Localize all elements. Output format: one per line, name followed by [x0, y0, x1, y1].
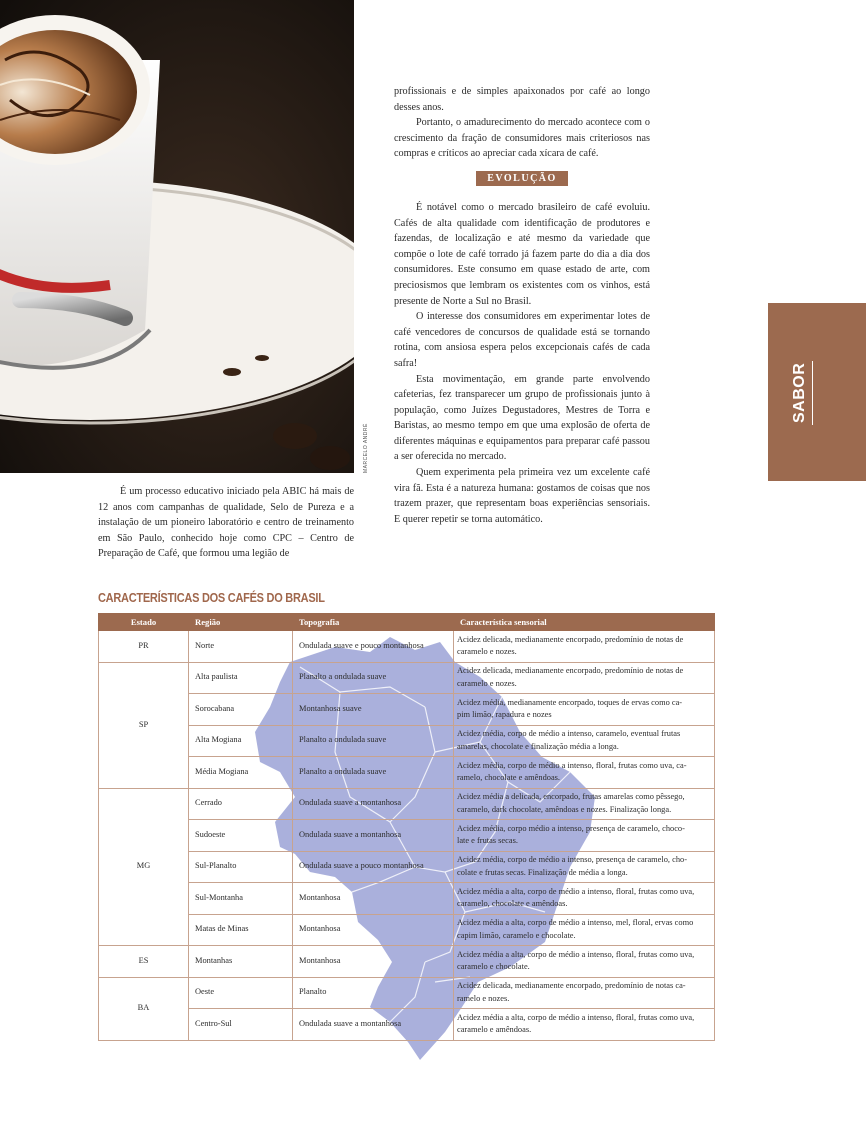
- side-tab-divider: [812, 361, 813, 425]
- state-cell: ES: [99, 946, 189, 978]
- header-caracteristica: Característica sensorial: [454, 614, 715, 631]
- sensory-cell: Acidez média, corpo médio a intenso, presença de caramelo, choco- late e frutas secas.: [454, 820, 715, 852]
- table-row: [99, 820, 715, 852]
- sensory-cell: Acidez média, corpo de médio a intenso, presença de caramelo, cho- colate e frutas secas. Finalização de média a longa.: [454, 851, 715, 883]
- region-cell: Matas de Minas: [189, 914, 293, 946]
- coffee-characteristics-table: [98, 613, 715, 1041]
- region-cell: Sul-Planalto: [189, 851, 293, 883]
- topography-cell: Planalto a ondulada suave: [293, 757, 454, 789]
- table-row: [99, 631, 715, 663]
- state-cell: SP: [99, 662, 189, 788]
- region-cell: Cerrado: [189, 788, 293, 820]
- left-column: [98, 484, 354, 562]
- sensory-cell: Acidez média, medianamente encorpado, toques de ervas como ca- pim limão, rapadura e nozes: [454, 694, 715, 726]
- table-row: [99, 1009, 715, 1041]
- paragraph: O interesse dos consumidores em experimentar lotes de café vencedores de concursos de qualidade está se tornando rotina, com ansiosa espera pelos excepcionais cafés de cada safra!: [394, 311, 650, 369]
- topography-cell: Planalto a ondulada suave: [293, 725, 454, 757]
- table-row: [99, 694, 715, 726]
- right-column: [394, 84, 650, 527]
- region-cell: Alta Mogiana: [189, 725, 293, 757]
- topography-cell: Montanhosa: [293, 883, 454, 915]
- header-regiao: Região: [189, 614, 293, 631]
- table-row: [99, 757, 715, 789]
- region-cell: Alta paulista: [189, 662, 293, 694]
- paragraph: profissionais e de simples apaixonados por café ao longo desses anos.: [394, 86, 650, 113]
- section-title: EVOLUÇÃO: [476, 171, 568, 186]
- sensory-cell: Acidez média a delicada, encorpado, frutas amarelas como pêssego, caramelo, dark chocolate, amêndoas e nozes. Finalização longa.: [454, 788, 715, 820]
- table-row: [99, 725, 715, 757]
- topography-cell: Montanhosa: [293, 946, 454, 978]
- region-cell: Sul-Montanha: [189, 883, 293, 915]
- topography-cell: Montanhosa suave: [293, 694, 454, 726]
- paragraph: É um processo educativo iniciado pela ABIC há mais de 12 anos com campanhas de qualidade, Selo de Pureza e a instalação de um pioneiro laboratório e centro de treinamento em São Paulo, conhecido hoje como CPC – Centro de Preparação de Café, que formou uma legião de: [98, 486, 354, 560]
- paragraph: Esta movimentação, em grande parte envolvendo cafeterias, fez transparecer um grupo de profissionais junto à população, como Juízes Degustadores, Mestres de Torra e Baristas, ao mesmo tempo em que uma explosão de oferta de diferentes máquinas e equipamentos para preparar café passou a ser oferecida no mercado.: [394, 373, 650, 463]
- sensory-cell: Acidez delicada, medianamente encorpado, predomínio de notas de caramelo e nozes.: [454, 662, 715, 694]
- sensory-cell: Acidez média a alta, corpo de médio a intenso, floral, frutas como uva, caramelo e amêndoas.: [454, 1009, 715, 1041]
- table-row: [99, 662, 715, 694]
- sensory-cell: Acidez média a alta, corpo de médio a intenso, floral, frutas como uva, caramelo, chocolate e amêndoas.: [454, 883, 715, 915]
- topography-cell: Ondulada suave a pouco montanhosa: [293, 851, 454, 883]
- paragraph: Portanto, o amadurecimento do mercado acontece com o crescimento da fração de consumidores mais criteriosos nas compras e críticos ao apreciar cada xícara de café.: [394, 117, 650, 160]
- table-row: [99, 977, 715, 1009]
- sensory-cell: Acidez média, corpo de médio a intenso, caramelo, eventual frutas amarelas, chocolate e finalização média a longa.: [454, 725, 715, 757]
- region-cell: Oeste: [189, 977, 293, 1009]
- header-topografia: Topografia: [293, 614, 454, 631]
- topography-cell: Ondulada suave e pouco montanhosa: [293, 631, 454, 663]
- topography-cell: Ondulada suave a montanhosa: [293, 1009, 454, 1041]
- topography-cell: Planalto a ondulada suave: [293, 662, 454, 694]
- table-row: [99, 914, 715, 946]
- table-row: [99, 851, 715, 883]
- sensory-cell: Acidez média a alta, corpo de médio a intenso, floral, frutas como uva, caramelo e chocolate.: [454, 946, 715, 978]
- sensory-cell: Acidez delicada, medianamente encorpado, predomínio de notas de caramelo e nozes.: [454, 631, 715, 663]
- table-title: CARACTERÍSTICAS DOS CAFÉS DO BRASIL: [98, 591, 325, 605]
- state-cell: MG: [99, 788, 189, 946]
- header-estado: Estado: [99, 614, 189, 631]
- photo-credit: MARCELO ANDRÉ: [363, 423, 369, 473]
- coffee-cup-photo: [0, 0, 354, 473]
- region-cell: Norte: [189, 631, 293, 663]
- paragraph: É notável como o mercado brasileiro de café evoluiu. Cafés de alta qualidade com identificação de produtores e fazendas, de localização e até mesmo da variedade que compõe o lote de café torrado já fazem parte do dia a dia dos consumidores. Este consumo em quase estado de arte, com preciosismos que lembram os existentes com os vinhos, está presente de Norte a Sul no Brasil.: [394, 201, 650, 307]
- sensory-cell: Acidez média a alta, corpo de médio a intenso, mel, floral, ervas como capim limão, caramelo e chocolate.: [454, 914, 715, 946]
- state-cell: BA: [99, 977, 189, 1040]
- sensory-cell: Acidez média, corpo de médio a intenso, floral, frutas como uva, ca- ramelo, chocolate e amêndoas.: [454, 757, 715, 789]
- region-cell: Média Mogiana: [189, 757, 293, 789]
- table-row: [99, 883, 715, 915]
- topography-cell: Ondulada suave a montanhosa: [293, 788, 454, 820]
- topography-cell: Ondulada suave a montanhosa: [293, 820, 454, 852]
- region-cell: Montanhas: [189, 946, 293, 978]
- table-row: [99, 946, 715, 978]
- side-tab-label: SABOR: [791, 362, 808, 423]
- region-cell: Centro-Sul: [189, 1009, 293, 1041]
- region-cell: Sorocabana: [189, 694, 293, 726]
- section-side-tab: [768, 303, 866, 481]
- topography-cell: Montanhosa: [293, 914, 454, 946]
- table-row: [99, 788, 715, 820]
- state-cell: PR: [99, 631, 189, 663]
- sensory-cell: Acidez delicada, medianamente encorpado, predomínio de notas ca- ramelo e nozes.: [454, 977, 715, 1009]
- region-cell: Sudoeste: [189, 820, 293, 852]
- topography-cell: Planalto: [293, 977, 454, 1009]
- paragraph: Quem experimenta pela primeira vez um excelente café vira fã. Esta é a natureza humana: gostamos de coisas que nos trazem prazer, que representam boas experiências sensoriais. E querer repetir se torna automático.: [394, 467, 650, 525]
- table-header-row: [99, 614, 715, 631]
